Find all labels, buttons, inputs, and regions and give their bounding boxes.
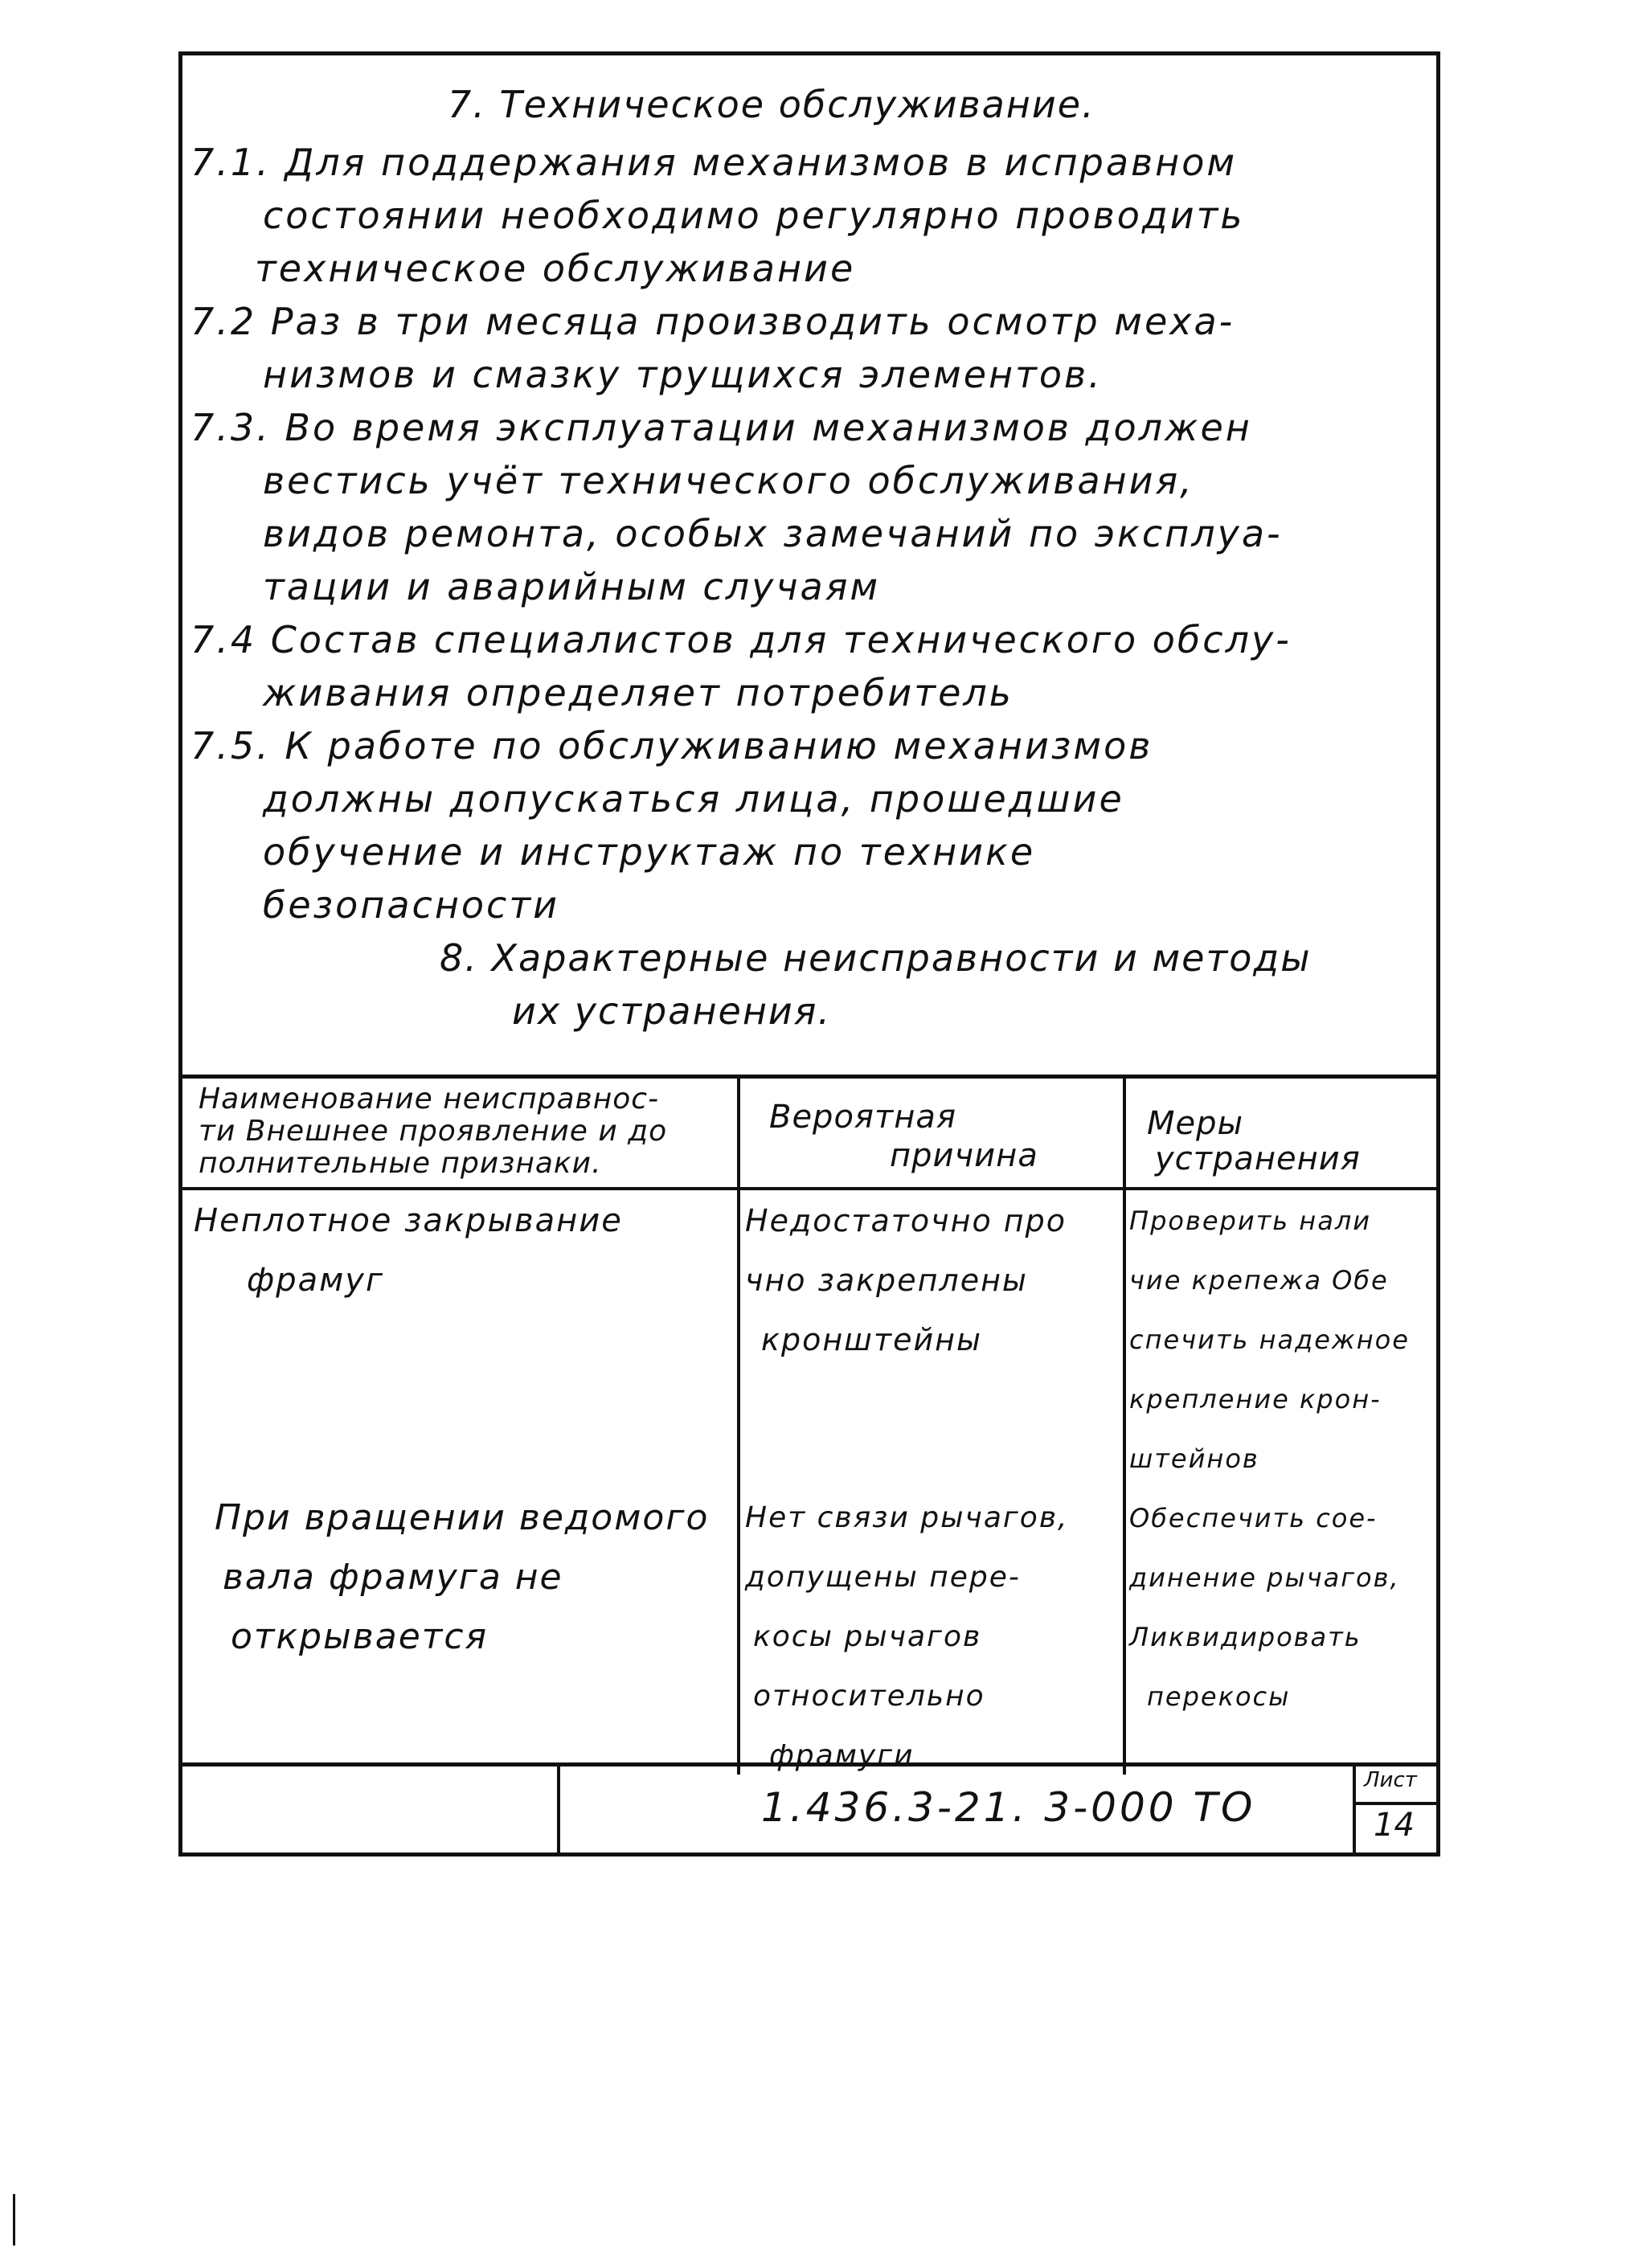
cell-line: кронштейны [761,1322,982,1357]
header-line: Вероятная [769,1099,957,1136]
header-line: устранения [1155,1140,1361,1177]
header-line: причина [890,1137,1038,1174]
cell-line: Обеспечить сое- [1129,1503,1378,1533]
cell-line: фрамуги [769,1739,915,1772]
cell-line: перекосы [1147,1681,1291,1712]
cell-line: фрамуг [247,1262,384,1299]
text-line: видов ремонта, особых замечаний по эксплуа- [263,512,1283,555]
text-line: низмов и смазку трущихся элементов. [263,353,1103,396]
header-line: ти Внешнее проявление и до [199,1115,668,1148]
cell-line: Ликвидировать [1129,1622,1362,1652]
cell-line: штейнов [1129,1443,1259,1474]
section-8-title: 8. Характерные неисправности и методы [440,936,1312,980]
document-code: 1.436.3-21. 3-000 ТО [761,1784,1256,1831]
title-block-divider [557,1767,560,1852]
text-line: состоянии необходимо регулярно проводить [263,194,1245,237]
header-line: Наименование неисправнос- [199,1083,660,1116]
table-header-divider [182,1187,1436,1190]
table-divider [737,1079,740,1775]
cell-line: относительно [753,1680,985,1713]
text-line: обучение и инструктаж по технике [263,830,1036,874]
drawing-sheet [178,51,1440,1857]
sheet-box-divider [1356,1802,1436,1805]
text-line: вестись учёт технического обслуживания, [263,459,1194,502]
text-line: 7.1. Для поддержания механизмов в исправном [190,141,1238,184]
text-line: техническое обслуживание [255,247,856,290]
header-line: полнительные признаки. [199,1147,602,1180]
cell-line: косы рычагов [753,1620,982,1653]
cell-line: крепление крон- [1129,1384,1382,1414]
title-block [182,1762,1436,1852]
cell-line: чно закреплены [745,1263,1028,1298]
text-line: живания определяет потребитель [263,671,1014,714]
cell-line: открывается [231,1616,489,1657]
text-line: 7.5. К работе по обслуживанию механизмов [190,724,1153,768]
sheet-number: 14 [1374,1807,1415,1844]
cell-line: Недостаточно про [745,1203,1067,1238]
cell-line: динение рычагов, [1129,1562,1400,1593]
table-divider [1123,1079,1126,1775]
scan-edge-mark [13,2194,15,2245]
cell-line: чие крепежа Обе [1129,1265,1389,1296]
text-line: 7.2 Раз в три месяца производить осмотр меха- [190,300,1235,343]
text-line: 7.3. Во время эксплуатации механизмов должен [190,406,1252,449]
cell-line: Нет связи рычагов, [745,1501,1069,1534]
header-line: Меры [1147,1105,1244,1142]
section-7-title: 7. Техническое обслуживание. [448,83,1095,126]
text-line: 7.4 Состав специалистов для технического обслу- [190,618,1292,661]
cell-line: При вращении ведомого [215,1497,710,1538]
faults-table [182,1075,1436,1771]
sheet-number-box [1353,1767,1436,1852]
cell-line: Проверить нали [1129,1206,1372,1236]
cell-line: допущены пере- [745,1561,1021,1594]
cell-line: вала фрамуга не [223,1557,563,1598]
text-line: тации и аварийным случаям [263,565,881,608]
cell-line: спечить надежное [1129,1324,1410,1355]
text-line: безопасности [263,883,560,927]
section-8-title-cont: их устранения. [512,989,832,1033]
text-line: должны допускаться лица, прошедшие [263,777,1124,821]
sheet-label: Лист [1364,1768,1417,1792]
text-block [182,55,1436,1075]
cell-line: Неплотное закрывание [194,1202,623,1239]
